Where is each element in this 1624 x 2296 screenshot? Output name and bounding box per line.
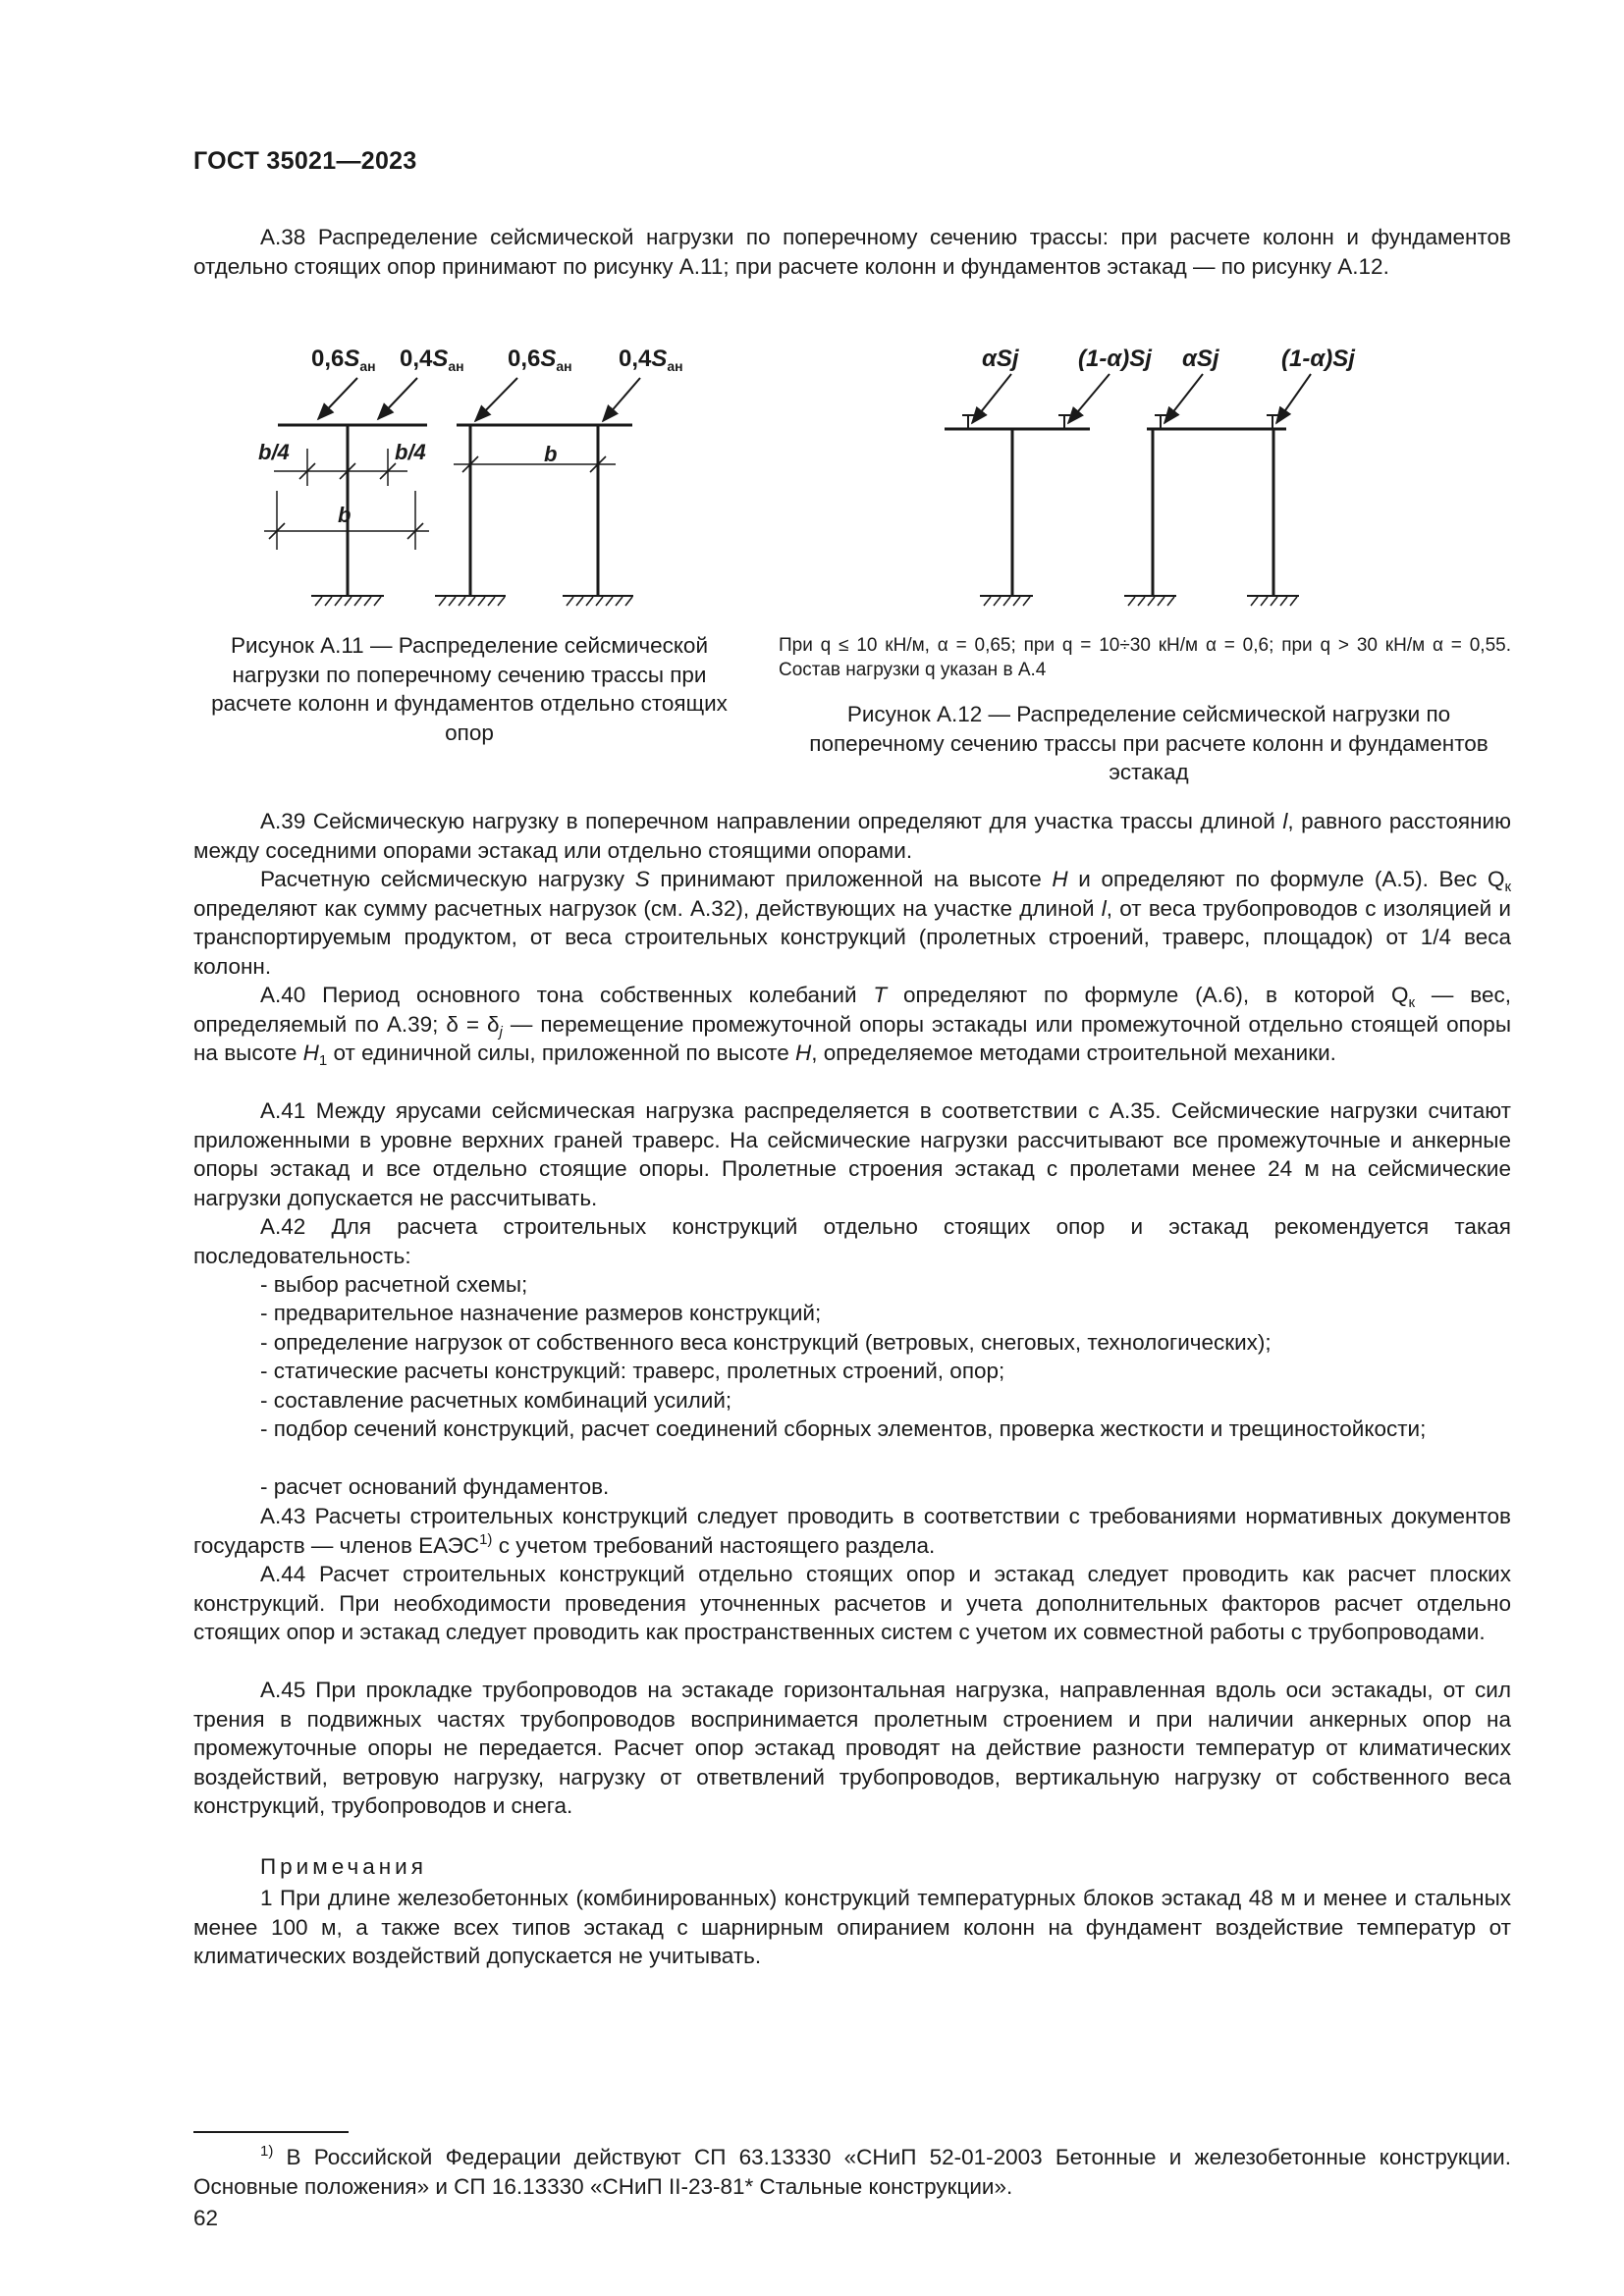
fig11-label-left-06: $0,6S_{ан}$ [311,346,376,374]
fig11-label-right-04: $0,4S_{ан}$ [619,346,683,374]
paragraph-a39-2: Расчетную сейсмическую нагрузку S принимают приложенной на высоте H и определяют по формуле (А.5). Вес $Q_к$ определяют как сумму расчетных нагрузок (см. А.32), действующих на участке длиной l, от веса трубопроводов с изоляцией и транспортируемым продуктом, от веса строительных конструкций (пролетных строений, траверс, площадок) от 1/4 веса колонн. [193,867,1512,979]
note-1: 1 При длине железобетонных (комбинированных) конструкций температурных блоков эстакад 48 м и менее и стальных менее 100 м, а также всех типов эстакад с шарнирным опиранием колонн на фундамент воздействие температур от климатических воздействий допускается не учитывать. [193,1886,1511,1968]
figure-a11-caption: Рисунок А.11 — Распределение сейсмической нагрузки по поперечному сечению трассы при расчете колонн и фундаментов отдельно стоящих опор [211,633,728,745]
page-number: 62 [193,2206,219,2230]
figure-a11 [193,339,743,623]
fig11-b-frame: b [544,442,558,466]
paragraph-a39-1: А.39 Сейсмическую нагрузку в поперечном направлении определяют для участка трассы длиной l, равного расстоянию между соседними опорами эстакад или отдельно стоящими опорами. [193,809,1511,863]
fig12-label-1: αSj [982,346,1019,372]
list-item: - подбор сечений конструкций, расчет соединений сборных элементов, проверка жесткости и трещиностойкости; [260,1416,1427,1441]
paragraph-a41: А.41 Между ярусами сейсмическая нагрузка распределяется в соответствии с А.35. Сейсмические нагрузки считают приложенными в уровне верхних граней траверс. На сейсмические нагрузки рассчитывают все промежуточные и анкерные опоры эстакад и все отдельно стоящие опоры. Пролетные строения эстакад с пролетами менее 24 м на сейсмические нагрузки допускается не рассчитывать. [193,1098,1511,1210]
document-header: ГОСТ 35021—2023 [193,147,417,175]
paragraph-a44: А.44 Расчет строительных конструкций отдельно стоящих опор и эстакад следует проводить как расчет плоских конструкций. При необходимости проведения уточненных расчетов и учета дополнительных факторов расчет отдельно стоящих опор и эстакад следует проводить как пространственных систем с учетом их совместной работы с трубопроводами. [193,1562,1511,1644]
fig12-label-4: (1-α)Sj [1281,346,1355,372]
figure-a12-note: При q ≤ 10 кН/м, α = 0,65; при q = 10÷30 кН/м α = 0,6; при q > 30 кН/м α = 0,55. Состав нагрузки q указан в А.4 [779,635,1511,680]
footnote: $^{1)}$ В Российской Федерации действуют СП 63.13330 «СНиП 52-01-2003 Бетонные и железобетонные конструкции. Основные положения» и СП 16.13330 «СНиП II-23-81* Стальные конструкции». [193,2143,1511,2199]
fig12-label-2: (1-α)Sj [1078,346,1152,372]
fig12-label-3: αSj [1182,346,1219,372]
fig11-b-left: b [338,503,352,527]
fig11-label-left-04: $0,4S_{ан}$ [400,346,464,374]
paragraph-a38: А.38 Распределение сейсмической нагрузки по поперечному сечению трассы: при расчете колонн и фундаментов отдельно стоящих опор принимают по рисунку А.11; при расчете колонн и фундаментов эстакад — по рисунку А.12. [193,225,1511,279]
figure-a12 [923,339,1355,623]
list-item: - составление расчетных комбинаций усилий; [260,1388,732,1413]
list-item: - статические расчеты конструкций: траверс, пролетных строений, опор; [260,1359,1005,1383]
figure-a12-caption: Рисунок А.12 — Распределение сейсмической нагрузки по поперечному сечению трассы при расчете колонн и фундаментов эстакад [809,702,1489,784]
paragraph-a42: А.42 Для расчета строительных конструкций отдельно стоящих опор и эстакад рекомендуется такая последовательность: [193,1214,1511,1268]
footnote-rule [193,2131,349,2133]
fig11-label-right-06: $0,6S_{ан}$ [508,346,572,374]
paragraph-a45: А.45 При прокладке трубопроводов на эстакаде горизонтальная нагрузка, направленная вдоль оси эстакады, от сил трения в подвижных частях трубопроводов воспринимается пролетным строением и при наличии анкерных опор на промежуточные опоры не передается. Расчет опор эстакад проводят на действие разности температур от климатических воздействий, ветровую нагрузку, нагрузку от ответвлений трубопроводов, вертикальную нагрузку от собственного веса конструкций, трубопроводов и снега. [193,1678,1511,1818]
list-item: - расчет оснований фундаментов. [260,1474,610,1499]
list-item: - предварительное назначение размеров конструкций; [260,1301,822,1325]
fig11-b4-left: b/4 [258,440,290,464]
paragraph-a43: А.43 Расчеты строительных конструкций следует проводить в соответствии с требованиями нормативных документов государств — членов ЕАЭС$^{1)}$ с учетом требований настоящего раздела. [193,1504,1511,1558]
notes-heading: Примечания [260,1854,427,1879]
paragraph-a40: А.40 Период основного тона собственных колебаний T определяют по формуле (А.6), в которой $Q_к$ — вес, определяемый по А.39; $\delta = \delta_j$ — перемещение промежуточной опоры эстакады или промежуточной отдельно стоящей опоры на высоте $H_1$ от единичной силы, приложенной по высоте H, определяемое методами строительной механики. [193,983,1512,1069]
list-item: - определение нагрузок от собственного веса конструкций (ветровых, снеговых, технологических); [260,1330,1272,1355]
list-item: - выбор расчетной схемы; [260,1272,528,1297]
fig11-b4-right: b/4 [395,440,426,464]
